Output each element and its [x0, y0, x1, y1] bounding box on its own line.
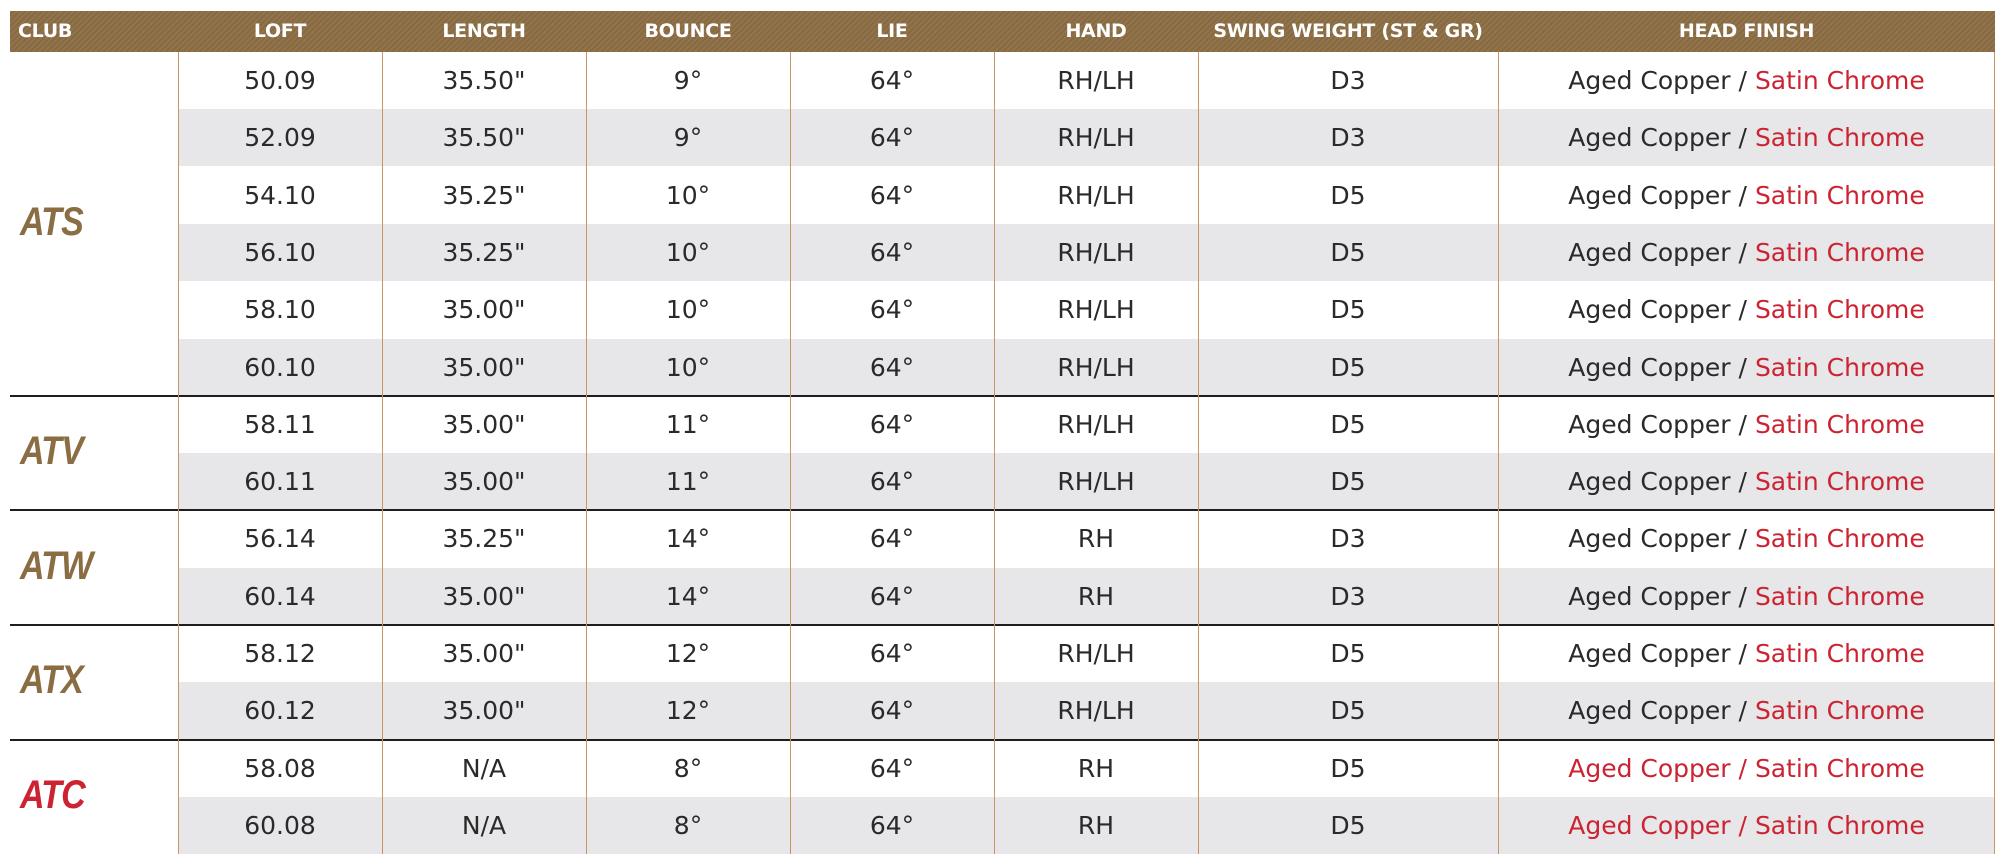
- head-finish-cell: [1498, 396, 1995, 453]
- swing-weight-cell: D5: [1330, 696, 1366, 726]
- loft-cell: 56.10: [244, 237, 316, 267]
- hand-cell: RH/LH: [1057, 352, 1135, 382]
- table-header: [10, 11, 1995, 52]
- column-divider: [994, 52, 995, 854]
- finish-aged-copper: Aged Copper: [1568, 467, 1731, 497]
- column-divider: [586, 52, 587, 854]
- head-finish-cell: [1498, 339, 1995, 396]
- bounce-cell: 14°: [665, 524, 711, 554]
- bounce-cell: 9°: [673, 66, 703, 95]
- finish-aged-copper: Aged Copper: [1568, 180, 1731, 210]
- finish-satin-chrome: Satin Chrome: [1754, 467, 1925, 497]
- bounce-cell: 11°: [665, 467, 711, 497]
- length-cell: 35.00": [442, 467, 526, 497]
- table-row: [178, 167, 1995, 224]
- finish-aged-copper: Aged Copper: [1568, 581, 1731, 611]
- table-row: [178, 396, 1995, 453]
- header-finish: HEAD FINISH: [1678, 20, 1815, 42]
- finish-separator: /: [1738, 696, 1747, 726]
- finish-satin-chrome: Satin Chrome: [1754, 409, 1925, 439]
- column-divider: [1198, 52, 1199, 854]
- lie-cell: 64°: [869, 295, 915, 325]
- finish-aged-copper: Aged Copper: [1568, 295, 1731, 325]
- hand-cell: RH/LH: [1057, 409, 1135, 439]
- finish-satin-chrome: Satin Chrome: [1754, 123, 1925, 153]
- head-finish-cell: [1498, 682, 1995, 739]
- club-label-ats: ATS: [20, 199, 83, 244]
- finish-aged-copper: Aged Copper: [1568, 237, 1731, 267]
- finish-separator: /: [1738, 409, 1747, 439]
- table-row: [178, 109, 1995, 166]
- finish-separator: /: [1738, 352, 1747, 382]
- loft-cell: 60.11: [244, 467, 316, 497]
- header-swing-weight: SWING WEIGHT (ST & GR): [1213, 20, 1483, 42]
- column-divider: [1498, 52, 1499, 854]
- lie-cell: 64°: [869, 352, 915, 382]
- head-finish-cell: [1498, 568, 1995, 625]
- loft-cell: 56.14: [244, 524, 316, 554]
- table-row: [178, 625, 1995, 682]
- length-cell: 35.00": [442, 696, 526, 726]
- swing-weight-cell: D5: [1330, 639, 1366, 668]
- finish-aged-copper: Aged Copper: [1568, 639, 1731, 668]
- swing-weight-cell: D3: [1330, 581, 1366, 611]
- bounce-cell: 8°: [673, 753, 703, 783]
- table-row: [178, 510, 1995, 567]
- head-finish-cell: [1498, 52, 1995, 109]
- head-finish-cell: [1498, 797, 1995, 854]
- header-bounce: BOUNCE: [644, 20, 732, 42]
- lie-cell: 64°: [869, 237, 915, 267]
- lie-cell: 64°: [869, 409, 915, 439]
- finish-separator: /: [1738, 810, 1747, 840]
- bounce-cell: 10°: [665, 237, 711, 267]
- club-label-atv: ATV: [20, 429, 83, 474]
- lie-cell: 64°: [869, 66, 915, 95]
- hand-cell: RH/LH: [1057, 237, 1135, 267]
- header-hand: HAND: [1065, 20, 1127, 42]
- finish-aged-copper: Aged Copper: [1568, 409, 1731, 439]
- finish-satin-chrome: Satin Chrome: [1754, 295, 1925, 325]
- finish-aged-copper: Aged Copper: [1568, 753, 1731, 783]
- length-cell: 35.00": [442, 352, 526, 382]
- head-finish-cell: [1498, 740, 1995, 797]
- finish-aged-copper: Aged Copper: [1568, 66, 1731, 95]
- finish-satin-chrome: Satin Chrome: [1754, 180, 1925, 210]
- swing-weight-cell: D5: [1330, 295, 1366, 325]
- finish-separator: /: [1738, 123, 1747, 153]
- bounce-cell: 8°: [673, 810, 703, 840]
- length-cell: N/A: [461, 753, 507, 783]
- head-finish-cell: [1498, 510, 1995, 567]
- table-row: [178, 453, 1995, 510]
- header-length: LENGTH: [442, 20, 526, 42]
- hand-cell: RH: [1077, 581, 1115, 611]
- table-row: [178, 740, 1995, 797]
- club-label-atw: ATW: [20, 543, 93, 588]
- head-finish-cell: [1498, 109, 1995, 166]
- length-cell: 35.00": [442, 295, 526, 325]
- bounce-cell: 9°: [673, 123, 703, 153]
- lie-cell: 64°: [869, 639, 915, 668]
- length-cell: 35.00": [442, 639, 526, 668]
- lie-cell: 64°: [869, 467, 915, 497]
- finish-satin-chrome: Satin Chrome: [1754, 696, 1925, 726]
- header-club: CLUB: [18, 20, 73, 42]
- header-lie: LIE: [876, 20, 908, 42]
- table-body: [10, 52, 1995, 854]
- table-row: [178, 52, 1995, 109]
- length-cell: 35.25": [442, 237, 526, 267]
- finish-separator: /: [1738, 753, 1747, 783]
- hand-cell: RH/LH: [1057, 123, 1135, 153]
- bounce-cell: 12°: [665, 696, 711, 726]
- hand-cell: RH/LH: [1057, 66, 1135, 95]
- loft-cell: 50.09: [244, 66, 316, 95]
- column-divider: [382, 52, 383, 854]
- finish-aged-copper: Aged Copper: [1568, 696, 1731, 726]
- hand-cell: RH/LH: [1057, 639, 1135, 668]
- finish-satin-chrome: Satin Chrome: [1754, 66, 1925, 95]
- loft-cell: 60.14: [244, 581, 316, 611]
- bounce-cell: 10°: [665, 295, 711, 325]
- finish-separator: /: [1738, 180, 1747, 210]
- length-cell: 35.50": [442, 66, 526, 95]
- column-divider: [1994, 52, 1995, 854]
- loft-cell: 52.09: [244, 123, 316, 153]
- finish-separator: /: [1738, 467, 1747, 497]
- loft-cell: 60.12: [244, 696, 316, 726]
- loft-cell: 58.11: [244, 409, 316, 439]
- club-label-atc: ATC: [20, 772, 85, 817]
- length-cell: 35.00": [442, 409, 526, 439]
- head-finish-cell: [1498, 625, 1995, 682]
- swing-weight-cell: D3: [1330, 123, 1366, 153]
- head-finish-cell: [1498, 281, 1995, 338]
- length-cell: 35.00": [442, 581, 526, 611]
- club-label-atx: ATX: [20, 658, 83, 703]
- length-cell: 35.25": [442, 524, 526, 554]
- finish-aged-copper: Aged Copper: [1568, 810, 1731, 840]
- hand-cell: RH: [1077, 524, 1115, 554]
- finish-satin-chrome: Satin Chrome: [1754, 753, 1925, 783]
- finish-satin-chrome: Satin Chrome: [1754, 810, 1925, 840]
- lie-cell: 64°: [869, 753, 915, 783]
- loft-cell: 54.10: [244, 180, 316, 210]
- finish-satin-chrome: Satin Chrome: [1754, 639, 1925, 668]
- table-row: [178, 682, 1995, 739]
- lie-cell: 64°: [869, 810, 915, 840]
- finish-separator: /: [1738, 639, 1747, 668]
- finish-separator: /: [1738, 524, 1747, 554]
- swing-weight-cell: D3: [1330, 524, 1366, 554]
- bounce-cell: 12°: [665, 639, 711, 668]
- swing-weight-cell: D5: [1330, 467, 1366, 497]
- bounce-cell: 11°: [665, 409, 711, 439]
- lie-cell: 64°: [869, 581, 915, 611]
- swing-weight-cell: D5: [1330, 237, 1366, 267]
- loft-cell: 58.12: [244, 639, 316, 668]
- finish-aged-copper: Aged Copper: [1568, 352, 1731, 382]
- swing-weight-cell: D5: [1330, 409, 1366, 439]
- hand-cell: RH/LH: [1057, 467, 1135, 497]
- swing-weight-cell: D5: [1330, 352, 1366, 382]
- hand-cell: RH/LH: [1057, 180, 1135, 210]
- lie-cell: 64°: [869, 524, 915, 554]
- finish-aged-copper: Aged Copper: [1568, 123, 1731, 153]
- lie-cell: 64°: [869, 180, 915, 210]
- finish-separator: /: [1738, 237, 1747, 267]
- column-divider: [790, 52, 791, 854]
- column-divider: [178, 52, 179, 854]
- lie-cell: 64°: [869, 123, 915, 153]
- swing-weight-cell: D3: [1330, 66, 1366, 95]
- length-cell: N/A: [461, 810, 507, 840]
- swing-weight-cell: D5: [1330, 810, 1366, 840]
- bounce-cell: 10°: [665, 180, 711, 210]
- loft-cell: 60.10: [244, 352, 316, 382]
- finish-satin-chrome: Satin Chrome: [1754, 524, 1925, 554]
- swing-weight-cell: D5: [1330, 753, 1366, 783]
- head-finish-cell: [1498, 224, 1995, 281]
- hand-cell: RH: [1077, 810, 1115, 840]
- table-row: [178, 568, 1995, 625]
- table-row: [178, 339, 1995, 396]
- hand-cell: RH: [1077, 753, 1115, 783]
- lie-cell: 64°: [869, 696, 915, 726]
- table-row: [178, 797, 1995, 854]
- finish-separator: /: [1738, 295, 1747, 325]
- swing-weight-cell: D5: [1330, 180, 1366, 210]
- finish-separator: /: [1738, 581, 1747, 611]
- loft-cell: 58.10: [244, 295, 316, 325]
- hand-cell: RH/LH: [1057, 696, 1135, 726]
- header-loft: LOFT: [253, 20, 307, 42]
- finish-aged-copper: Aged Copper: [1568, 524, 1731, 554]
- length-cell: 35.50": [442, 123, 526, 153]
- head-finish-cell: [1498, 453, 1995, 510]
- head-finish-cell: [1498, 167, 1995, 224]
- bounce-cell: 14°: [665, 581, 711, 611]
- finish-satin-chrome: Satin Chrome: [1754, 237, 1925, 267]
- finish-separator: /: [1738, 66, 1747, 95]
- table-row: [178, 224, 1995, 281]
- hand-cell: RH/LH: [1057, 295, 1135, 325]
- length-cell: 35.25": [442, 180, 526, 210]
- bounce-cell: 10°: [665, 352, 711, 382]
- loft-cell: 58.08: [244, 753, 316, 783]
- loft-cell: 60.08: [244, 810, 316, 840]
- finish-satin-chrome: Satin Chrome: [1754, 581, 1925, 611]
- finish-satin-chrome: Satin Chrome: [1754, 352, 1925, 382]
- table-row: [178, 281, 1995, 338]
